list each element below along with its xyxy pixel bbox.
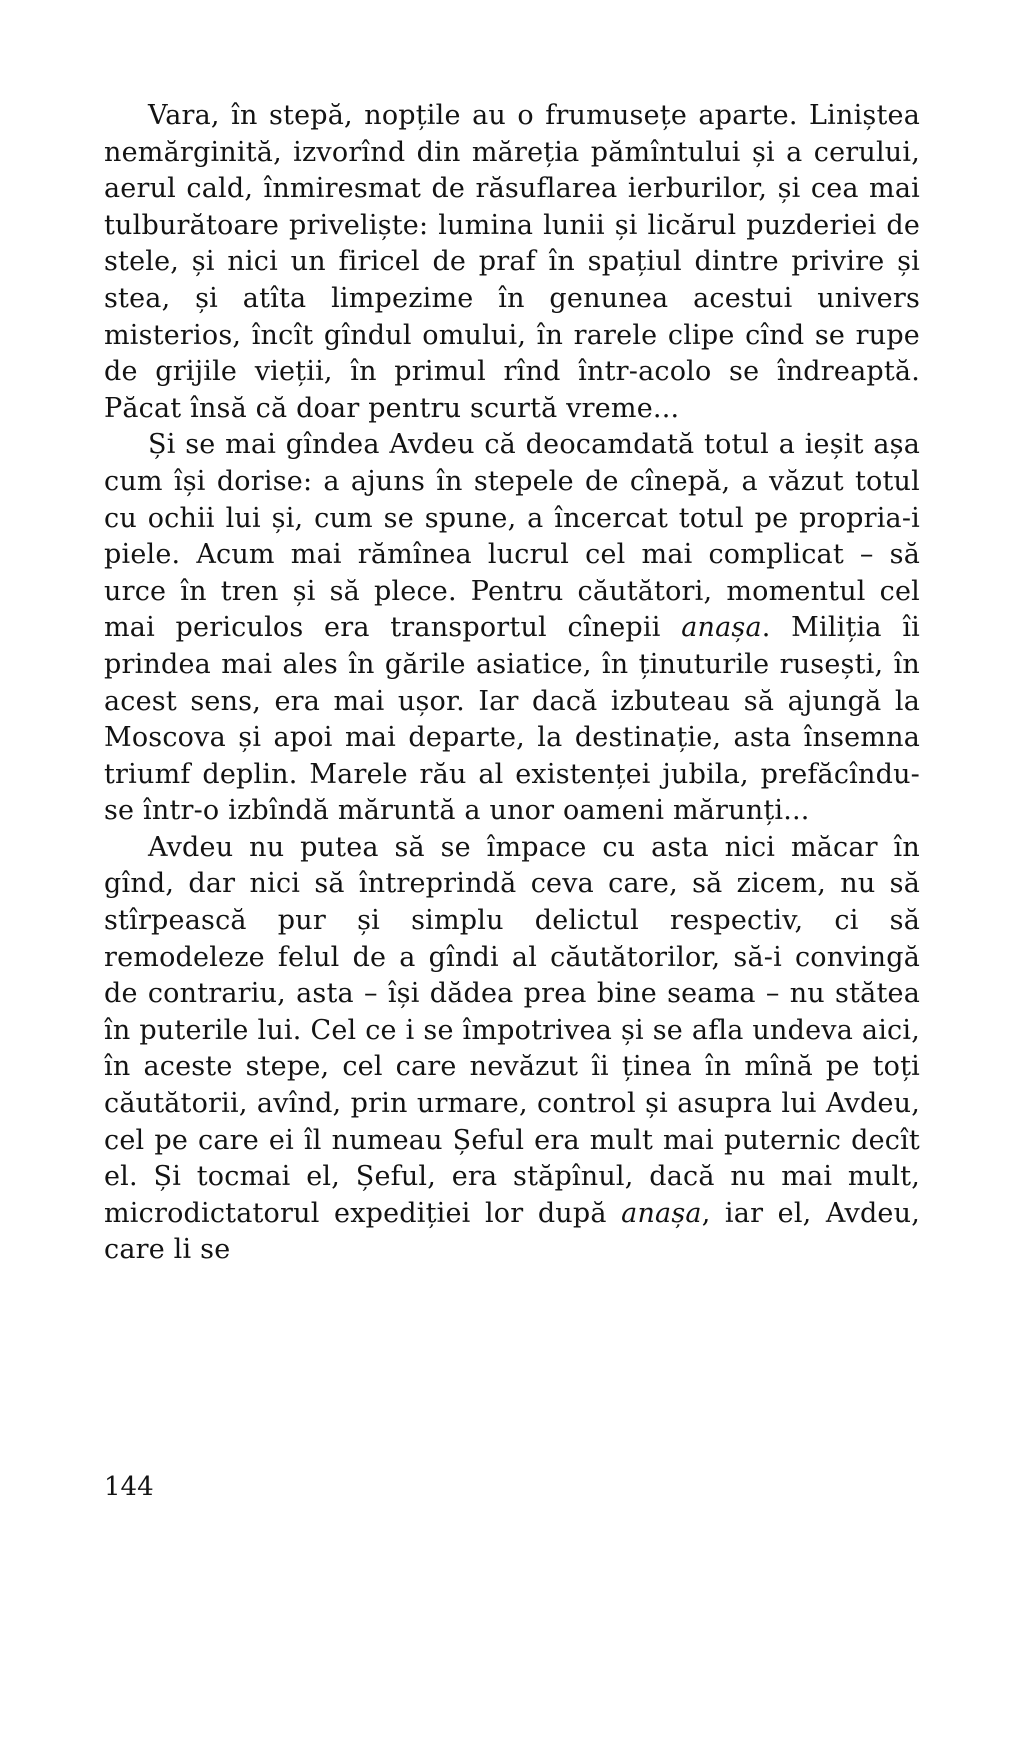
text-segment: , iar el, Avdeu, care li se — [104, 1197, 920, 1266]
text-segment: Și se mai gîndea Avdeu că deocamdată totul a ieșit așa cum își dorise: a ajuns în stepele de cînepă, a văzut totul cu ochii lui și, cum se spune, a încercat totul pe propria-i piele. Acum mai rămînea lucrul cel mai complicat – să urce în tren și să plece. Pentru căutători, momentul cel mai periculos era transportul cînepii — [104, 429, 920, 644]
page-number: 144 — [104, 1472, 154, 1502]
text-segment: . Miliția îi prindea mai ales în gările asiatice, în ținuturile rusești, în acest sens, era mai ușor. Iar dacă izbuteau să ajungă la Moscova și apoi mai departe, la destinație, asta însemna triumf deplin. Marele rău al existenței jubila, prefăcîndu-se într-o izbîndă măruntă a unor oameni mărunți... — [104, 612, 920, 827]
italic-text-segment: anașa — [621, 1197, 702, 1229]
paragraph — [104, 427, 920, 830]
paragraph — [104, 830, 920, 1269]
italic-text-segment: anașa — [681, 612, 762, 644]
text-block — [104, 98, 920, 1269]
text-segment: Vara, în stepă, nopțile au o frumusețe aparte. Liniștea nemărginită, izvorînd din măreția pămîntului și a cerului, aerul cald, înmiresmat de răsuflarea ierburilor, și cea mai tulburătoare priveliște: lumina lunii și licărul puzderiei de stele, și nici un firicel de praf în spațiul dintre privire și stea, și atîta limpezime în genunea acestui univers misterios, încît gîndul omului, în rarele clipe cînd se rupe de grijile vieții, în primul rînd într-acolo se îndreaptă. Păcat însă că doar pentru scurtă vreme... — [104, 100, 920, 424]
text-segment: Avdeu nu putea să se împace cu asta nici măcar în gînd, dar nici să întreprindă ceva care, să zicem, nu să stîrpească pur și simplu delictul respectiv, ci să remodeleze felul de a gîndi al căutătorilor, să-i convingă de contrariu, asta – își dădea prea bine seama – nu stătea în puterile lui. Cel ce i se împotrivea și se afla undeva aici, în aceste stepe, cel care nevăzut îi ținea în mînă pe toți căutătorii, avînd, prin urmare, control și asupra lui Avdeu, cel pe care ei îl numeau Șeful era mult mai puternic decît el. Și tocmai el, Șeful, era stăpînul, dacă nu mai mult, microdictatorul expediției lor după — [104, 831, 920, 1229]
paragraph — [104, 98, 920, 427]
